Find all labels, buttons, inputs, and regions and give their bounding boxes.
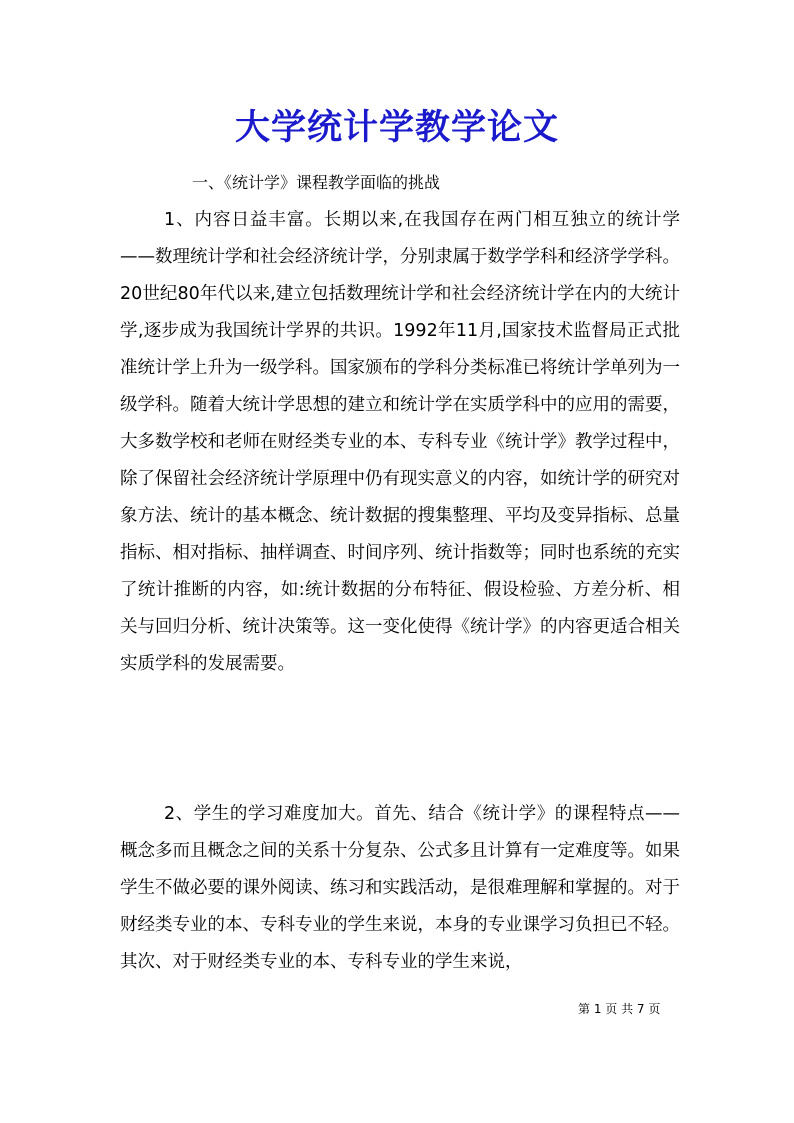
paragraph-block-1 [120,202,680,683]
section-heading: 一、《统计学》课程教学面临的挑战 [192,173,441,192]
paragraph-2: 2、学生的学习难度加大。首先、结合《统计学》的课程特点——概念多而且概念之间的关系十分复杂、公式多且计算有一定难度等。如果学生不做必要的课外阅读、练习和实践活动，是很难理解和掌握的。对于财经类专业的本、专科专业的学生来说，本身的专业课学习负担已不轻。其次、对于财经类专业的本、专科专业的学生来说， [120,804,680,972]
paragraph-block-2 [120,796,680,981]
page-footer: 第 1 页 共 7 页 [578,1002,661,1016]
document-title: 大学统计学教学论文 [234,107,559,148]
paragraph-1: 1、内容日益丰富。长期以来,在我国存在两门相互独立的统计学——数理统计学和社会经济统计学，分别隶属于数学学科和经济学学科。20世纪80年代以来,建立包括数理统计学和社会经济统计学在内的大统计学,逐步成为我国统计学界的共识。1992年11月,国家技术监督局正式批准统计学上升为一级学科。国家颁布的学科分类标准已将统计学单列为一级学科。随着大统计学思想的建立和统计学在实质学科中的应用的需要，大多数学校和老师在财经类专业的本、专科专业《统计学》教学过程中，除了保留社会经济统计学原理中仍有现实意义的内容，如统计学的研究对象方法、统计的基本概念、统计数据的搜集整理、平均及变异指标、总量指标、相对指标、抽样调查、时间序列、统计指数等；同时也系统的充实了统计推断的内容，如:统计数据的分布特征、假设检验、方差分析、相关与回归分析、统计决策等。这一变化使得《统计学》的内容更适合相关实质学科的发展需要。 [120,210,680,674]
